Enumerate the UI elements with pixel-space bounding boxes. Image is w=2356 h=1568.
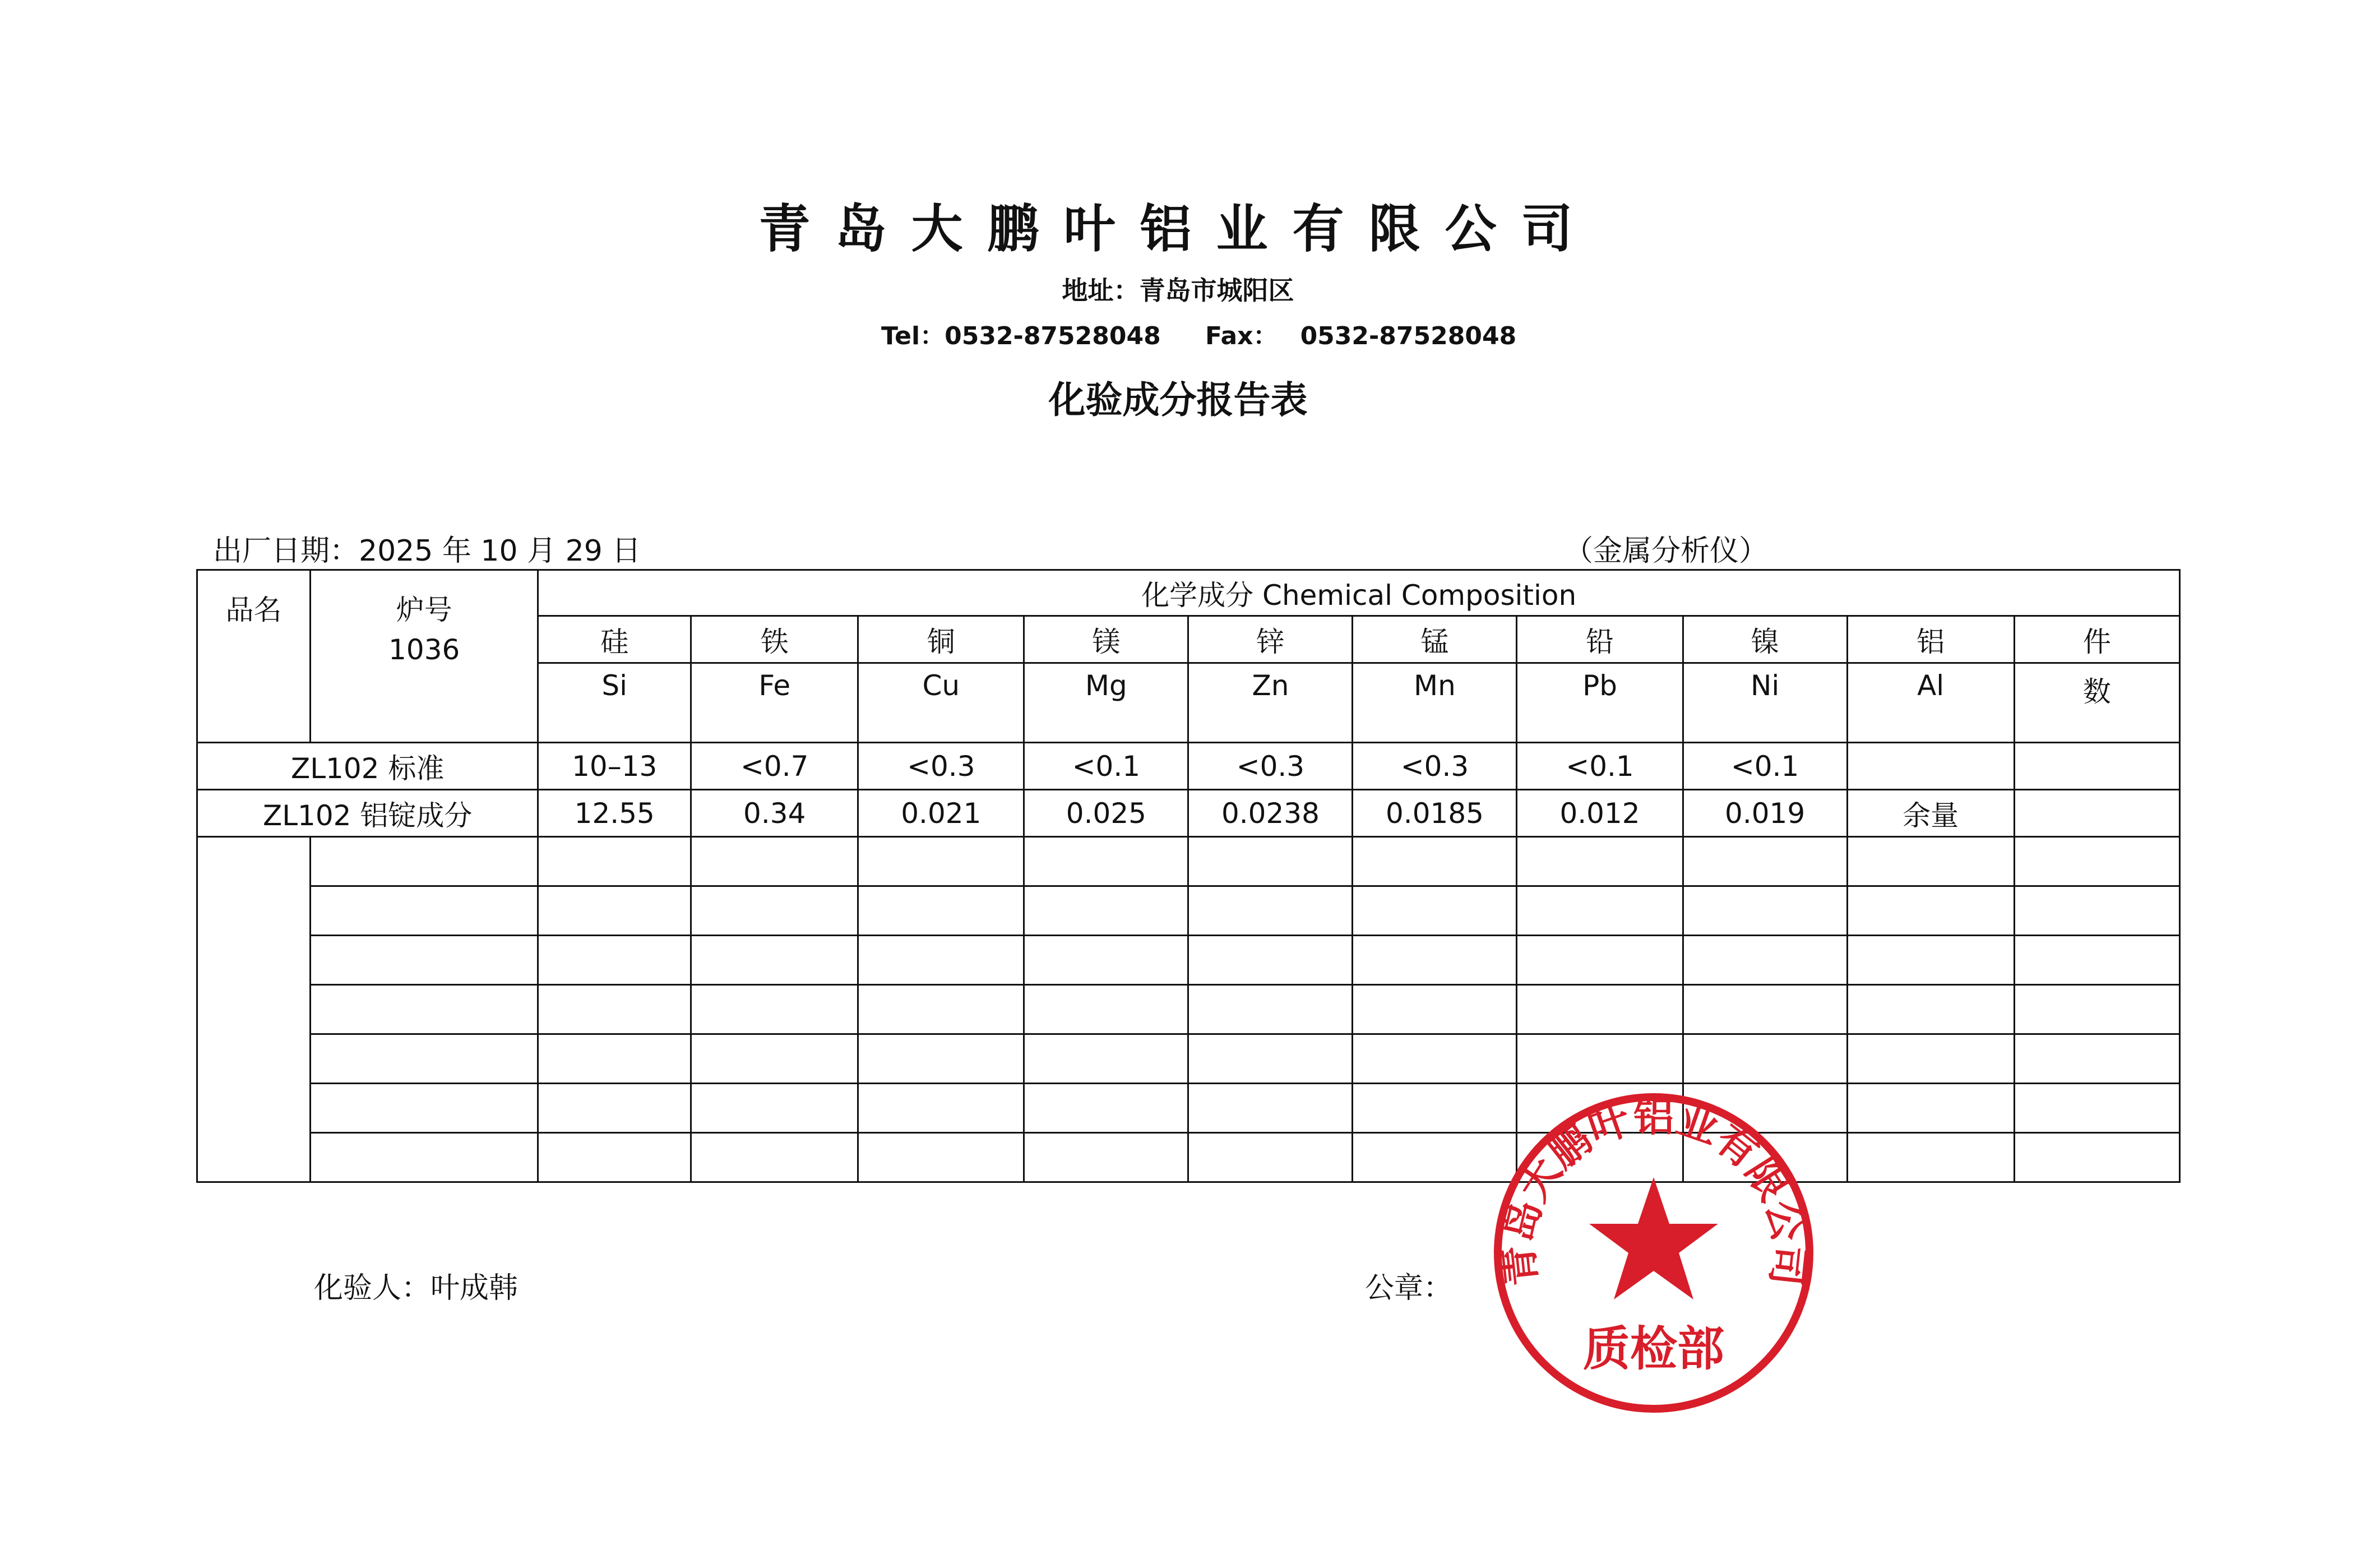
- cell-value: 0.0185: [1353, 790, 1517, 837]
- count-header-top: 件: [2014, 616, 2179, 663]
- element-cn-cu: 铜: [858, 616, 1024, 663]
- seal-ring-text: 青岛大鹏叶铝业有限公司: [1493, 1093, 1814, 1288]
- empty-cell: [1517, 1034, 1683, 1084]
- empty-cell: [1024, 837, 1188, 886]
- empty-cell: [1024, 936, 1188, 985]
- product-name-header: 品名: [197, 570, 311, 743]
- empty-cell: [1024, 985, 1188, 1034]
- empty-cell: [2014, 886, 2179, 936]
- empty-cell: [311, 837, 538, 886]
- empty-cell: [1847, 1034, 2014, 1084]
- element-sym-ni: Ni: [1683, 663, 1847, 743]
- empty-cell: [311, 936, 538, 985]
- empty-row: [197, 886, 2180, 936]
- table-row: [197, 790, 2180, 837]
- shipment-date: 出厂日期：2025 年 10 月 29 日: [213, 534, 641, 568]
- inspector-signature: 化验人：叶成韩: [314, 1271, 519, 1305]
- empty-cell: [2014, 1084, 2179, 1133]
- instrument-note: （金属分析仪）: [1564, 534, 1769, 568]
- tel-number: 0532-87528048: [945, 322, 1161, 350]
- empty-cell: [311, 985, 538, 1034]
- cell-value: <0.1: [1683, 743, 1847, 790]
- empty-cell: [1353, 837, 1517, 886]
- cell-value: [1847, 743, 2014, 790]
- element-cn-mg: 镁: [1024, 616, 1188, 663]
- cell-value: <0.3: [858, 743, 1024, 790]
- report-title: 化验成分报告表: [1048, 378, 1308, 422]
- empty-cell: [691, 1133, 858, 1182]
- empty-cell: [1847, 936, 2014, 985]
- empty-cell: [858, 837, 1024, 886]
- empty-cell: [2014, 837, 2179, 886]
- empty-cell: [691, 936, 858, 985]
- empty-cell: [691, 1084, 858, 1133]
- empty-cell: [1024, 1133, 1188, 1182]
- composition-table: [196, 569, 2181, 1183]
- empty-cell: [1683, 1034, 1847, 1084]
- cell-value: <0.1: [1517, 743, 1683, 790]
- cell-value: 0.0238: [1188, 790, 1353, 837]
- element-cn-zn: 锌: [1188, 616, 1353, 663]
- element-sym-al: Al: [1847, 663, 2014, 743]
- cell-value: 0.019: [1683, 790, 1847, 837]
- element-cn-si: 硅: [538, 616, 691, 663]
- empty-cell: [538, 1084, 691, 1133]
- element-cn-al: 铝: [1847, 616, 2014, 663]
- row-label: ZL102 标准: [197, 743, 538, 790]
- empty-cell: [2014, 1133, 2179, 1182]
- empty-cell: [858, 1133, 1024, 1182]
- empty-cell: [311, 1084, 538, 1133]
- empty-cell: [1847, 1133, 2014, 1182]
- furnace-header-label: 炉号: [396, 594, 452, 626]
- element-sym-zn: Zn: [1188, 663, 1353, 743]
- empty-cell: [538, 837, 691, 886]
- table-row: [197, 743, 2180, 790]
- empty-cell: [858, 1034, 1024, 1084]
- empty-cell: [1847, 985, 2014, 1034]
- empty-row: [197, 1084, 2180, 1133]
- empty-row: [197, 837, 2180, 886]
- empty-cell: [1188, 936, 1353, 985]
- empty-cell: [1683, 985, 1847, 1034]
- empty-cell: [858, 936, 1024, 985]
- tel-line: [881, 316, 1161, 351]
- empty-cell: [1188, 1034, 1353, 1084]
- cell-value: 12.55: [538, 790, 691, 837]
- element-sym-pb: Pb: [1517, 663, 1683, 743]
- empty-cell: [1188, 837, 1353, 886]
- empty-cell: [1188, 1084, 1353, 1133]
- empty-cell: [1188, 985, 1353, 1034]
- empty-cell: [691, 1034, 858, 1084]
- cell-value: 余量: [1847, 790, 2014, 837]
- empty-cell: [311, 1034, 538, 1084]
- empty-cell: [1847, 886, 2014, 936]
- tel-label: Tel：: [881, 322, 945, 350]
- element-sym-fe: Fe: [691, 663, 858, 743]
- empty-cell: [1847, 837, 2014, 886]
- empty-cell: [1188, 1133, 1353, 1182]
- cell-value: 0.025: [1024, 790, 1188, 837]
- element-cn-pb: 铅: [1517, 616, 1683, 663]
- empty-cell: [1517, 936, 1683, 985]
- count-header-bottom: 数: [2014, 663, 2179, 743]
- empty-cell: [1353, 936, 1517, 985]
- cell-value: 10–13: [538, 743, 691, 790]
- element-sym-si: Si: [538, 663, 691, 743]
- seal-bottom-text: 质检部: [1582, 1321, 1725, 1376]
- empty-cell: [1847, 1084, 2014, 1133]
- fax-number: 0532-87528048: [1300, 322, 1517, 350]
- fax-label: Fax：: [1205, 322, 1278, 350]
- empty-row: [197, 1034, 2180, 1084]
- empty-cell: [197, 837, 311, 1182]
- empty-row: [197, 1133, 2180, 1182]
- furnace-header: [311, 570, 538, 743]
- empty-cell: [1188, 886, 1353, 936]
- company-seal: [1491, 1090, 1816, 1416]
- empty-cell: [858, 1084, 1024, 1133]
- empty-cell: [691, 985, 858, 1034]
- empty-cell: [538, 936, 691, 985]
- cell-value: 0.021: [858, 790, 1024, 837]
- element-sym-mg: Mg: [1024, 663, 1188, 743]
- element-cn-fe: 铁: [691, 616, 858, 663]
- cell-value: [2014, 790, 2179, 837]
- empty-row: [197, 985, 2180, 1034]
- company-address: 地址：青岛市城阳区: [1062, 275, 1294, 306]
- cell-value: 0.34: [691, 790, 858, 837]
- empty-cell: [858, 886, 1024, 936]
- empty-cell: [1683, 886, 1847, 936]
- cell-value: <0.3: [1353, 743, 1517, 790]
- company-name: 青岛大鹏叶铝业有限公司: [758, 198, 1598, 259]
- cell-value: <0.1: [1024, 743, 1188, 790]
- empty-cell: [2014, 936, 2179, 985]
- empty-cell: [538, 985, 691, 1034]
- empty-cell: [691, 837, 858, 886]
- empty-cell: [1024, 886, 1188, 936]
- element-sym-mn: Mn: [1353, 663, 1517, 743]
- empty-cell: [538, 1034, 691, 1084]
- composition-header: 化学成分 Chemical Composition: [538, 570, 2180, 616]
- empty-cell: [691, 886, 858, 936]
- furnace-number: 1036: [388, 633, 460, 666]
- empty-cell: [1353, 886, 1517, 936]
- cell-value: <0.3: [1188, 743, 1353, 790]
- empty-cell: [1683, 837, 1847, 886]
- empty-cell: [1517, 886, 1683, 936]
- cell-value: <0.7: [691, 743, 858, 790]
- empty-cell: [538, 1133, 691, 1182]
- empty-cell: [1683, 936, 1847, 985]
- empty-cell: [1353, 985, 1517, 1034]
- empty-cell: [311, 1133, 538, 1182]
- empty-cell: [311, 886, 538, 936]
- row-label: ZL102 铝锭成分: [197, 790, 538, 837]
- element-sym-cu: Cu: [858, 663, 1024, 743]
- empty-cell: [2014, 1034, 2179, 1084]
- seal-star-icon: [1589, 1177, 1718, 1299]
- element-cn-ni: 镍: [1683, 616, 1847, 663]
- empty-row: [197, 936, 2180, 985]
- cell-value: 0.012: [1517, 790, 1683, 837]
- fax-line: [1205, 316, 1516, 351]
- empty-cell: [2014, 985, 2179, 1034]
- element-cn-mn: 锰: [1353, 616, 1517, 663]
- empty-cell: [1517, 985, 1683, 1034]
- empty-cell: [1024, 1034, 1188, 1084]
- empty-cell: [1353, 1034, 1517, 1084]
- empty-cell: [1024, 1084, 1188, 1133]
- cell-value: [2014, 743, 2179, 790]
- empty-cell: [538, 886, 691, 936]
- seal-label: 公章：: [1365, 1271, 1453, 1305]
- empty-cell: [1517, 837, 1683, 886]
- empty-cell: [858, 985, 1024, 1034]
